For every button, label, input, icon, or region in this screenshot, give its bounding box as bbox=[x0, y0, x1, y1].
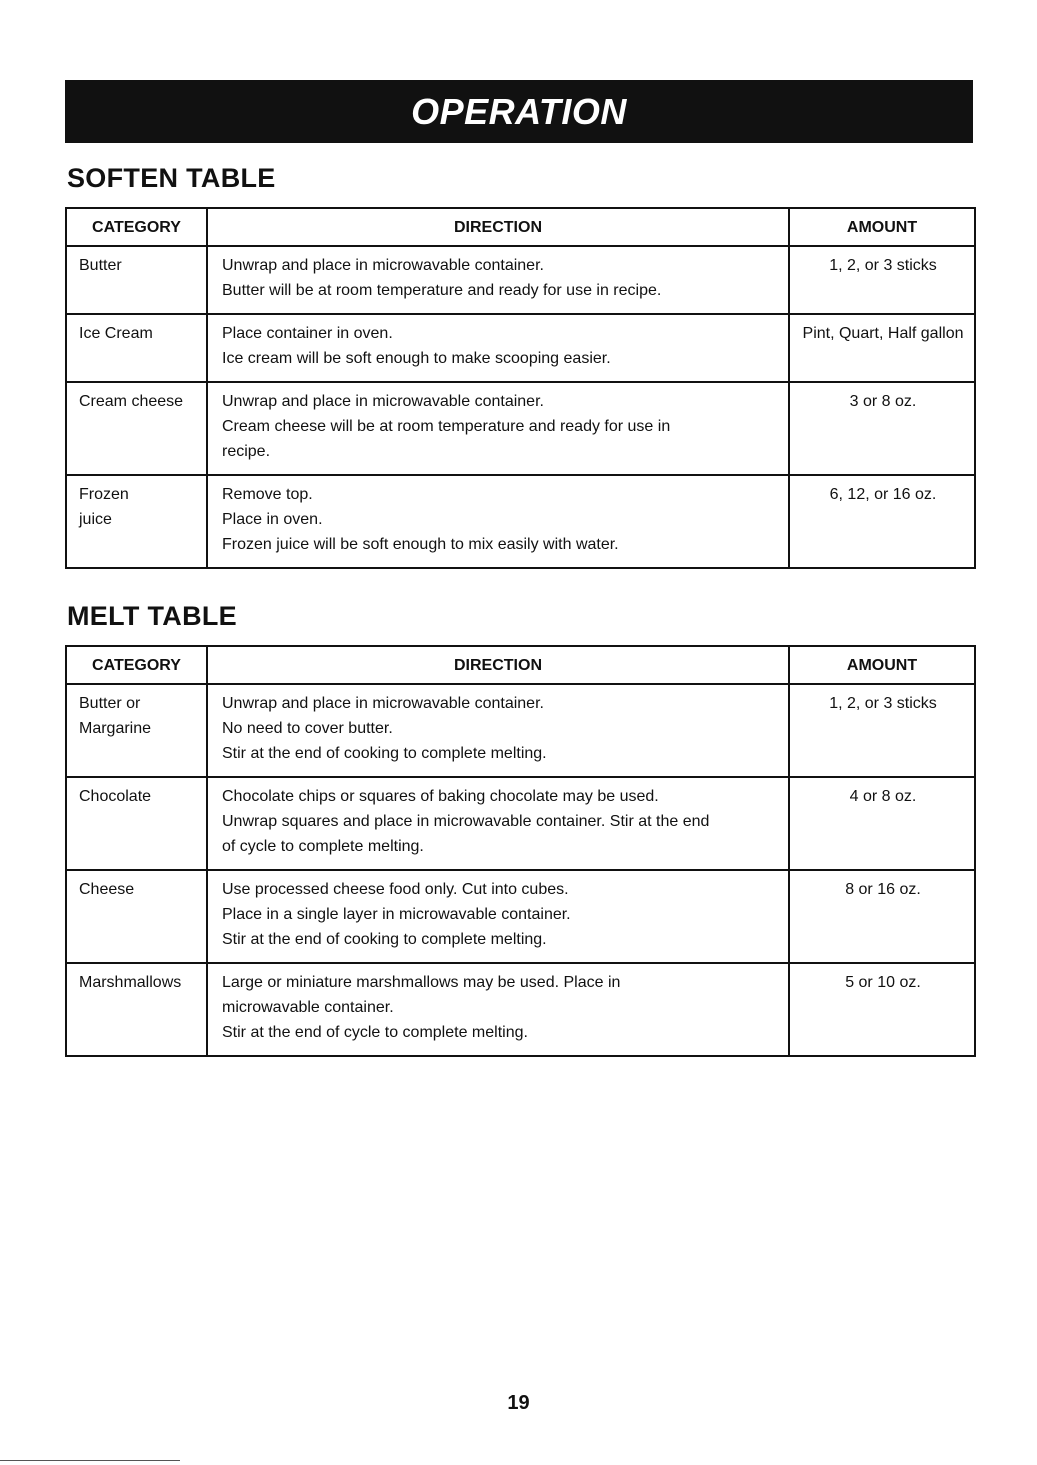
category-cell: Butter bbox=[66, 246, 207, 314]
direction-line: Stir at the end of cycle to complete melting. bbox=[222, 1024, 528, 1041]
melt-table-body bbox=[66, 684, 975, 1056]
direction-line: Ice cream will be soft enough to make scooping easier. bbox=[222, 350, 611, 367]
category-cell: Frozen juice bbox=[66, 475, 207, 568]
category-cell: Cheese bbox=[66, 870, 207, 963]
operation-banner bbox=[65, 80, 973, 143]
amount-cell: 5 or 10 oz. bbox=[789, 963, 975, 1056]
soften-table bbox=[65, 207, 976, 569]
direction-cell bbox=[207, 382, 789, 475]
direction-cell bbox=[207, 314, 789, 382]
melt-table bbox=[65, 645, 976, 1057]
category-cell: Cream cheese bbox=[66, 382, 207, 475]
table-row bbox=[66, 314, 975, 382]
direction-line: Chocolate chips or squares of baking chocolate may be used. bbox=[222, 788, 659, 805]
direction-cell bbox=[207, 246, 789, 314]
direction-line: Frozen juice will be soft enough to mix easily with water. bbox=[222, 536, 619, 553]
amount-cell: 4 or 8 oz. bbox=[789, 777, 975, 870]
column-header-direction: DIRECTION bbox=[207, 646, 789, 684]
direction-line: microwavable container. bbox=[222, 999, 394, 1016]
soften-table-body bbox=[66, 246, 975, 568]
column-header-amount: AMOUNT bbox=[789, 646, 975, 684]
direction-line: Unwrap and place in microwavable container. bbox=[222, 393, 544, 410]
direction-line: Large or miniature marshmallows may be used. Place in bbox=[222, 974, 621, 991]
direction-line: Cream cheese will be at room temperature and ready for use in bbox=[222, 418, 671, 435]
table-row bbox=[66, 963, 975, 1056]
column-header-amount: AMOUNT bbox=[789, 208, 975, 246]
melt-table-header-row bbox=[66, 646, 975, 684]
direction-cell bbox=[207, 963, 789, 1056]
soften-table-header-row bbox=[66, 208, 975, 246]
column-header-direction: DIRECTION bbox=[207, 208, 789, 246]
direction-line: Unwrap and place in microwavable container. bbox=[222, 257, 544, 274]
table-row bbox=[66, 777, 975, 870]
table-row bbox=[66, 870, 975, 963]
amount-cell: 1, 2, or 3 sticks bbox=[789, 246, 975, 314]
direction-cell bbox=[207, 777, 789, 870]
table-row bbox=[66, 684, 975, 777]
category-cell: Chocolate bbox=[66, 777, 207, 870]
footer-rule bbox=[0, 1460, 180, 1461]
direction-cell bbox=[207, 870, 789, 963]
direction-line: of cycle to complete melting. bbox=[222, 838, 424, 855]
direction-line: Place container in oven. bbox=[222, 325, 393, 342]
category-cell: Marshmallows bbox=[66, 963, 207, 1056]
direction-line: Remove top. bbox=[222, 486, 313, 503]
direction-line: recipe. bbox=[222, 443, 271, 460]
direction-line: Butter will be at room temperature and ready for use in recipe. bbox=[222, 282, 662, 299]
direction-cell bbox=[207, 684, 789, 777]
direction-line: No need to cover butter. bbox=[222, 720, 393, 737]
category-cell: Butter or Margarine bbox=[66, 684, 207, 777]
table-row bbox=[66, 475, 975, 568]
category-cell: Ice Cream bbox=[66, 314, 207, 382]
soften-table-title: SOFTEN TABLE bbox=[67, 163, 276, 193]
direction-line: Unwrap squares and place in microwavable container. Stir at the end bbox=[222, 813, 710, 830]
direction-line: Unwrap and place in microwavable container. bbox=[222, 695, 544, 712]
table-row bbox=[66, 382, 975, 475]
amount-cell: 6, 12, or 16 oz. bbox=[789, 475, 975, 568]
direction-cell bbox=[207, 475, 789, 568]
column-header-category: CATEGORY bbox=[66, 208, 207, 246]
direction-line: Stir at the end of cooking to complete melting. bbox=[222, 931, 547, 948]
column-header-category: CATEGORY bbox=[66, 646, 207, 684]
table-row bbox=[66, 246, 975, 314]
amount-cell: 8 or 16 oz. bbox=[789, 870, 975, 963]
amount-cell: Pint, Quart, Half gallon bbox=[789, 314, 975, 382]
direction-line: Place in oven. bbox=[222, 511, 323, 528]
amount-cell: 3 or 8 oz. bbox=[789, 382, 975, 475]
direction-line: Stir at the end of cooking to complete melting. bbox=[222, 745, 547, 762]
banner-title: OPERATION bbox=[411, 90, 627, 132]
direction-line: Place in a single layer in microwavable container. bbox=[222, 906, 571, 923]
direction-line: Use processed cheese food only. Cut into cubes. bbox=[222, 881, 569, 898]
page-number: 19 bbox=[507, 1392, 530, 1414]
amount-cell: 1, 2, or 3 sticks bbox=[789, 684, 975, 777]
melt-table-title: MELT TABLE bbox=[67, 601, 237, 631]
